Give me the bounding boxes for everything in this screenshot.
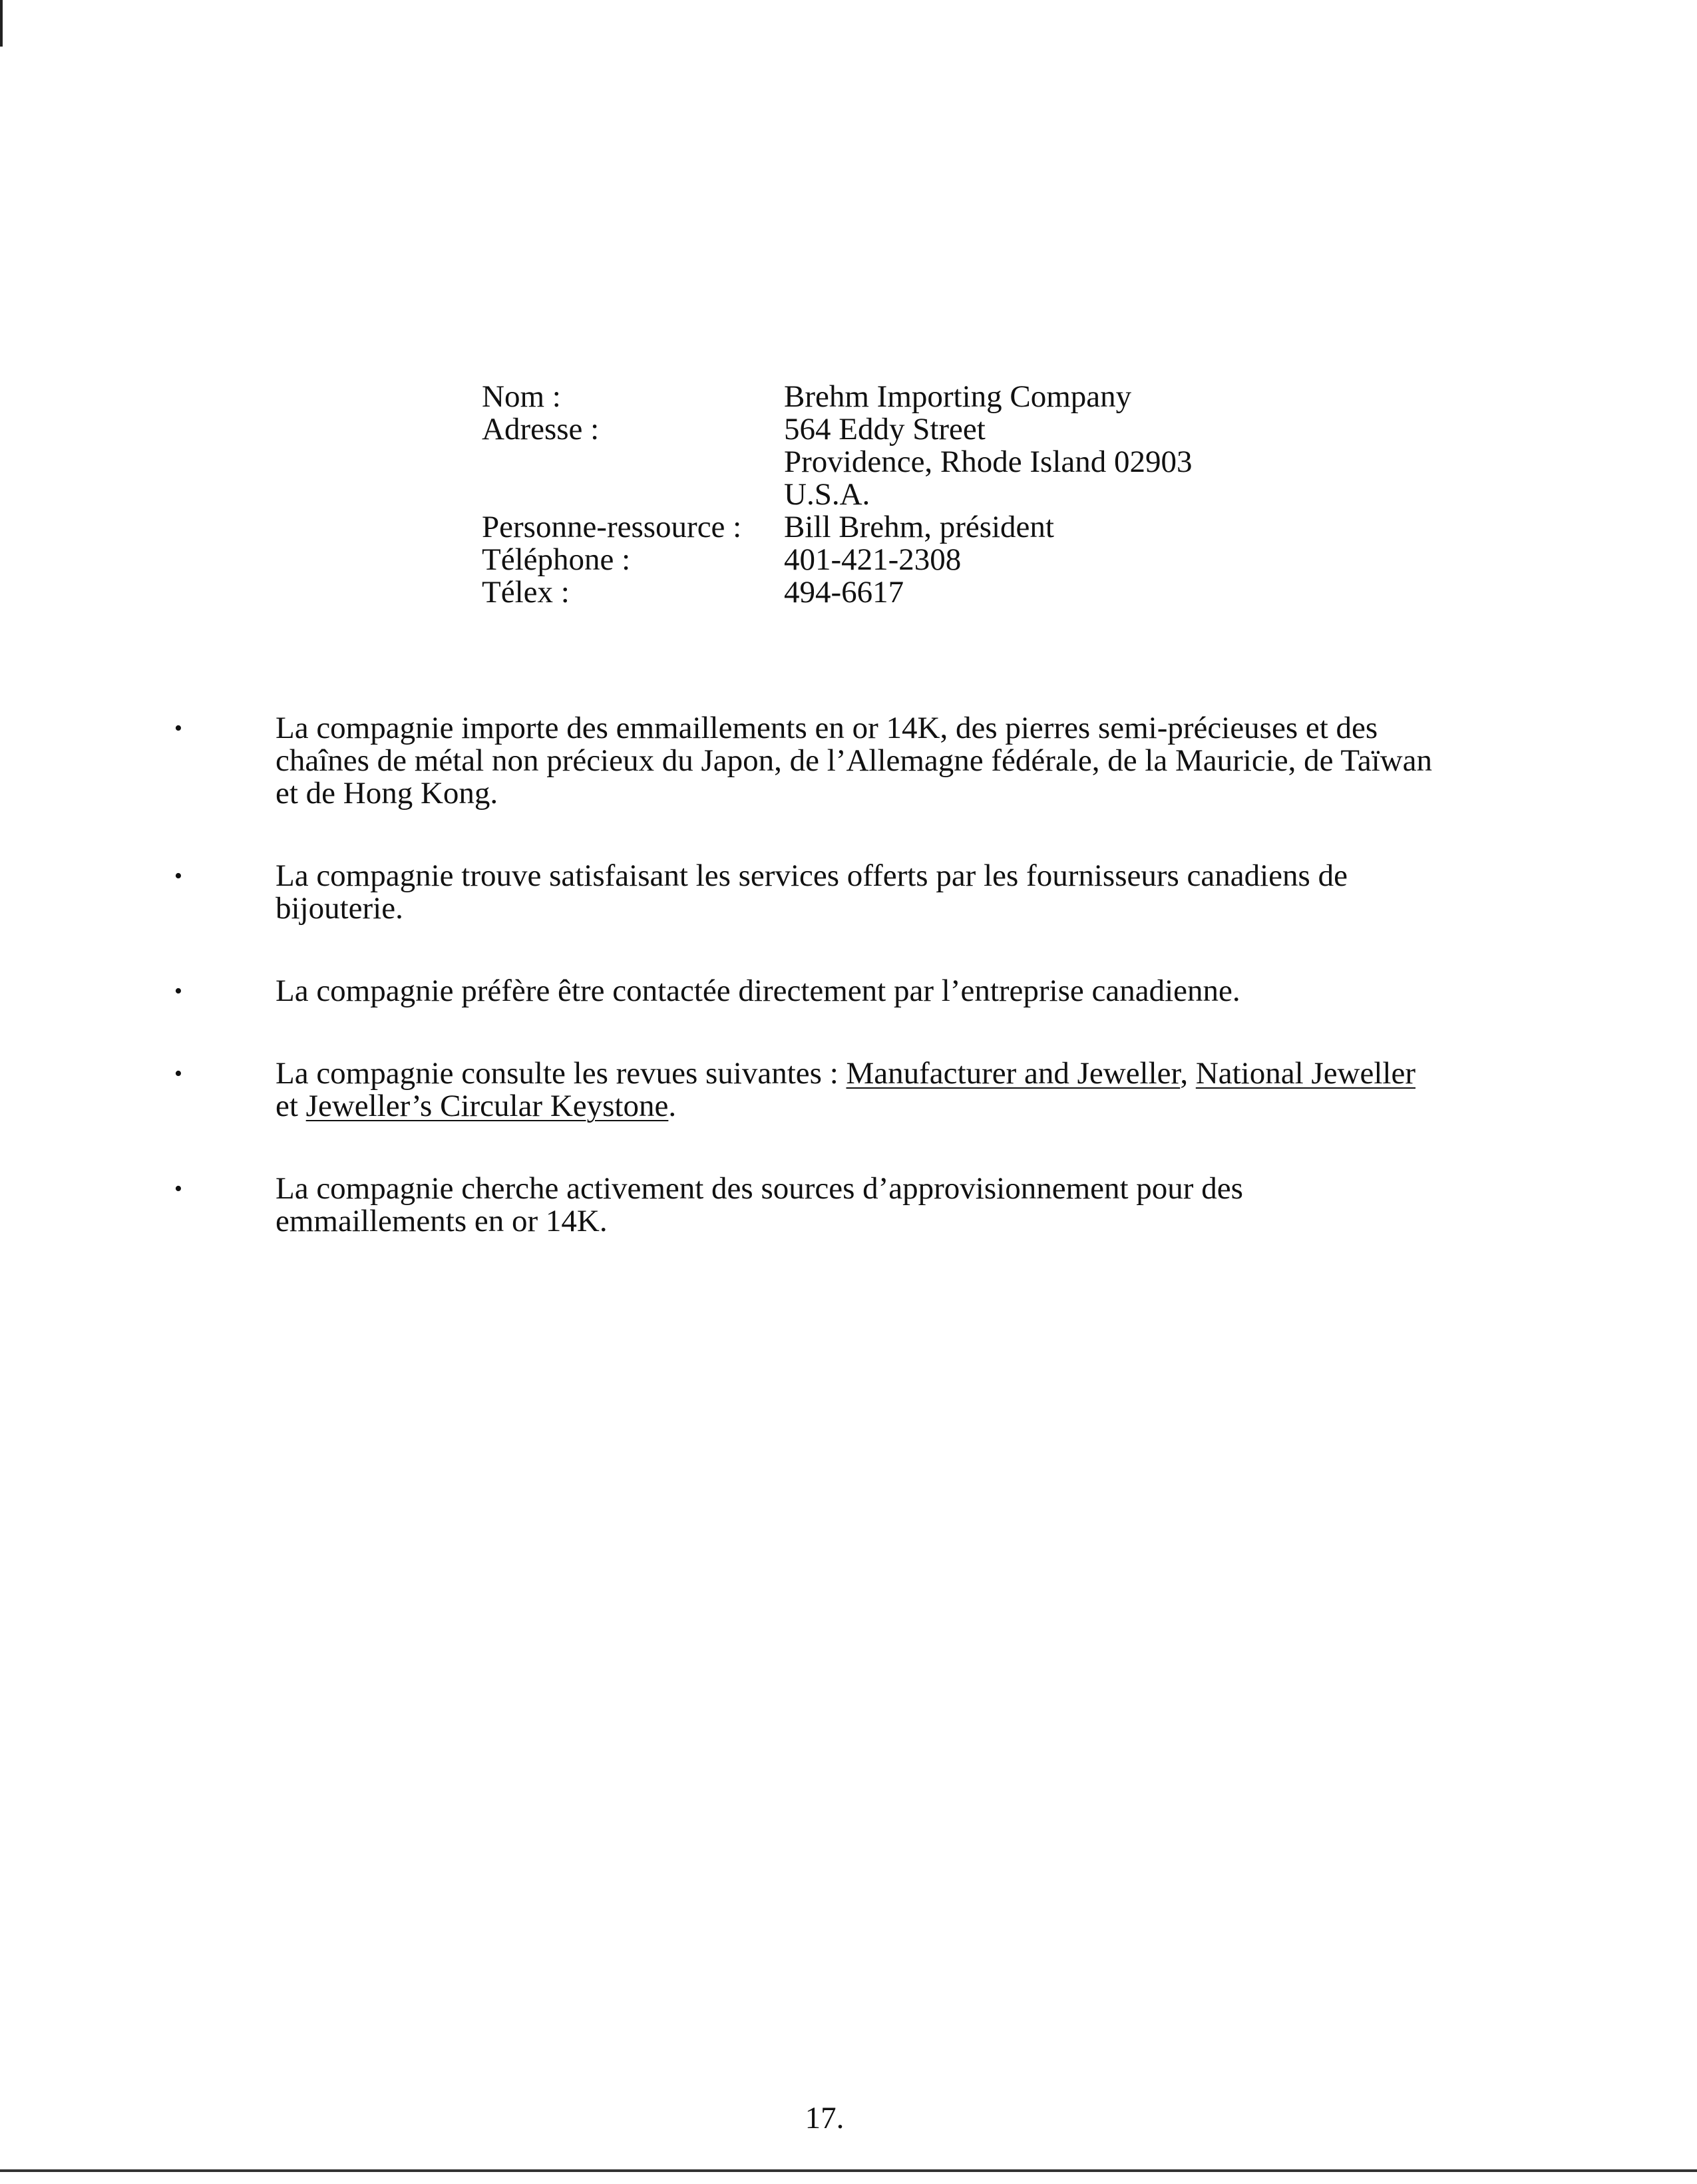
- bullet-icon: •: [174, 979, 182, 1003]
- bullet-text: [276, 1057, 1433, 1123]
- bullet-text: La compagnie préfère être contactée directement par l’entreprise canadienne.: [276, 974, 1240, 1008]
- bullet-text: La compagnie trouve satisfaisant les services offerts par les fournisseurs canadiens de bijouterie.: [276, 858, 1348, 926]
- bullet-text: La compagnie importe des emmaillements en or 14K, des pierres semi-précieuses et des chaînes de métal non précieux du Japon, de l’Allemagne fédérale, de la Mauricie, de Taïwan et de Hong Kong.: [276, 711, 1433, 811]
- label-contact-person: Personne-ressource :: [482, 510, 742, 544]
- list-item: [174, 712, 1505, 810]
- scan-artifact-line: [0, 2169, 1697, 2172]
- page-number: 17.: [805, 2101, 845, 2135]
- label-name: Nom :: [482, 379, 561, 414]
- bullet-list: [174, 712, 1505, 1238]
- list-item: [174, 1173, 1505, 1238]
- phone-number: 401-421-2308: [784, 542, 962, 577]
- separator-2: et: [276, 1089, 306, 1123]
- contact-row-person: [482, 511, 1193, 544]
- address-lines: [784, 413, 1193, 511]
- list-item: [174, 975, 1505, 1007]
- bullet-text: La compagnie cherche activement des sources d’approvisionnement pour des emmaillements en or 14K.: [276, 1171, 1243, 1238]
- address-line-city: Providence, Rhode Island 02903: [784, 445, 1193, 479]
- contact-row-name: [482, 381, 1193, 413]
- address-line-country: U.S.A.: [784, 477, 870, 512]
- contact-row-address: [482, 413, 1193, 511]
- value-telex-group: [784, 576, 904, 609]
- label-address: Adresse :: [482, 412, 600, 447]
- bullet-icon: •: [174, 1177, 182, 1201]
- label-telex: Télex :: [482, 575, 570, 610]
- list-item: [174, 1057, 1505, 1123]
- contact-info-block: [482, 381, 1193, 609]
- company-name: Brehm Importing Company: [784, 379, 1132, 414]
- address-line-street: 564 Eddy Street: [784, 412, 986, 447]
- bullet-icon: •: [174, 864, 182, 888]
- publication-title-1: Manufacturer and Jeweller: [846, 1056, 1181, 1091]
- contact-row-phone: [482, 544, 1193, 576]
- publication-title-3: Jeweller’s Circular Keystone: [305, 1089, 669, 1123]
- separator-1: ,: [1180, 1056, 1196, 1091]
- scan-artifact-mark: [0, 0, 3, 47]
- list-item: [174, 860, 1505, 925]
- value-person-group: [784, 511, 1054, 544]
- contact-row-telex: [482, 576, 1193, 609]
- publication-title-2: National Jeweller: [1195, 1056, 1415, 1091]
- bullet-text-prefix: La compagnie consulte les revues suivantes :: [276, 1056, 847, 1091]
- sentence-end: .: [668, 1089, 677, 1123]
- value-name-group: [784, 381, 1131, 413]
- bullet-icon: •: [174, 1061, 182, 1086]
- label-phone: Téléphone :: [482, 542, 631, 577]
- telex-number: 494-6617: [784, 575, 904, 610]
- value-phone-group: [784, 544, 961, 576]
- bullet-icon: •: [174, 716, 182, 741]
- contact-person: Bill Brehm, président: [784, 510, 1054, 544]
